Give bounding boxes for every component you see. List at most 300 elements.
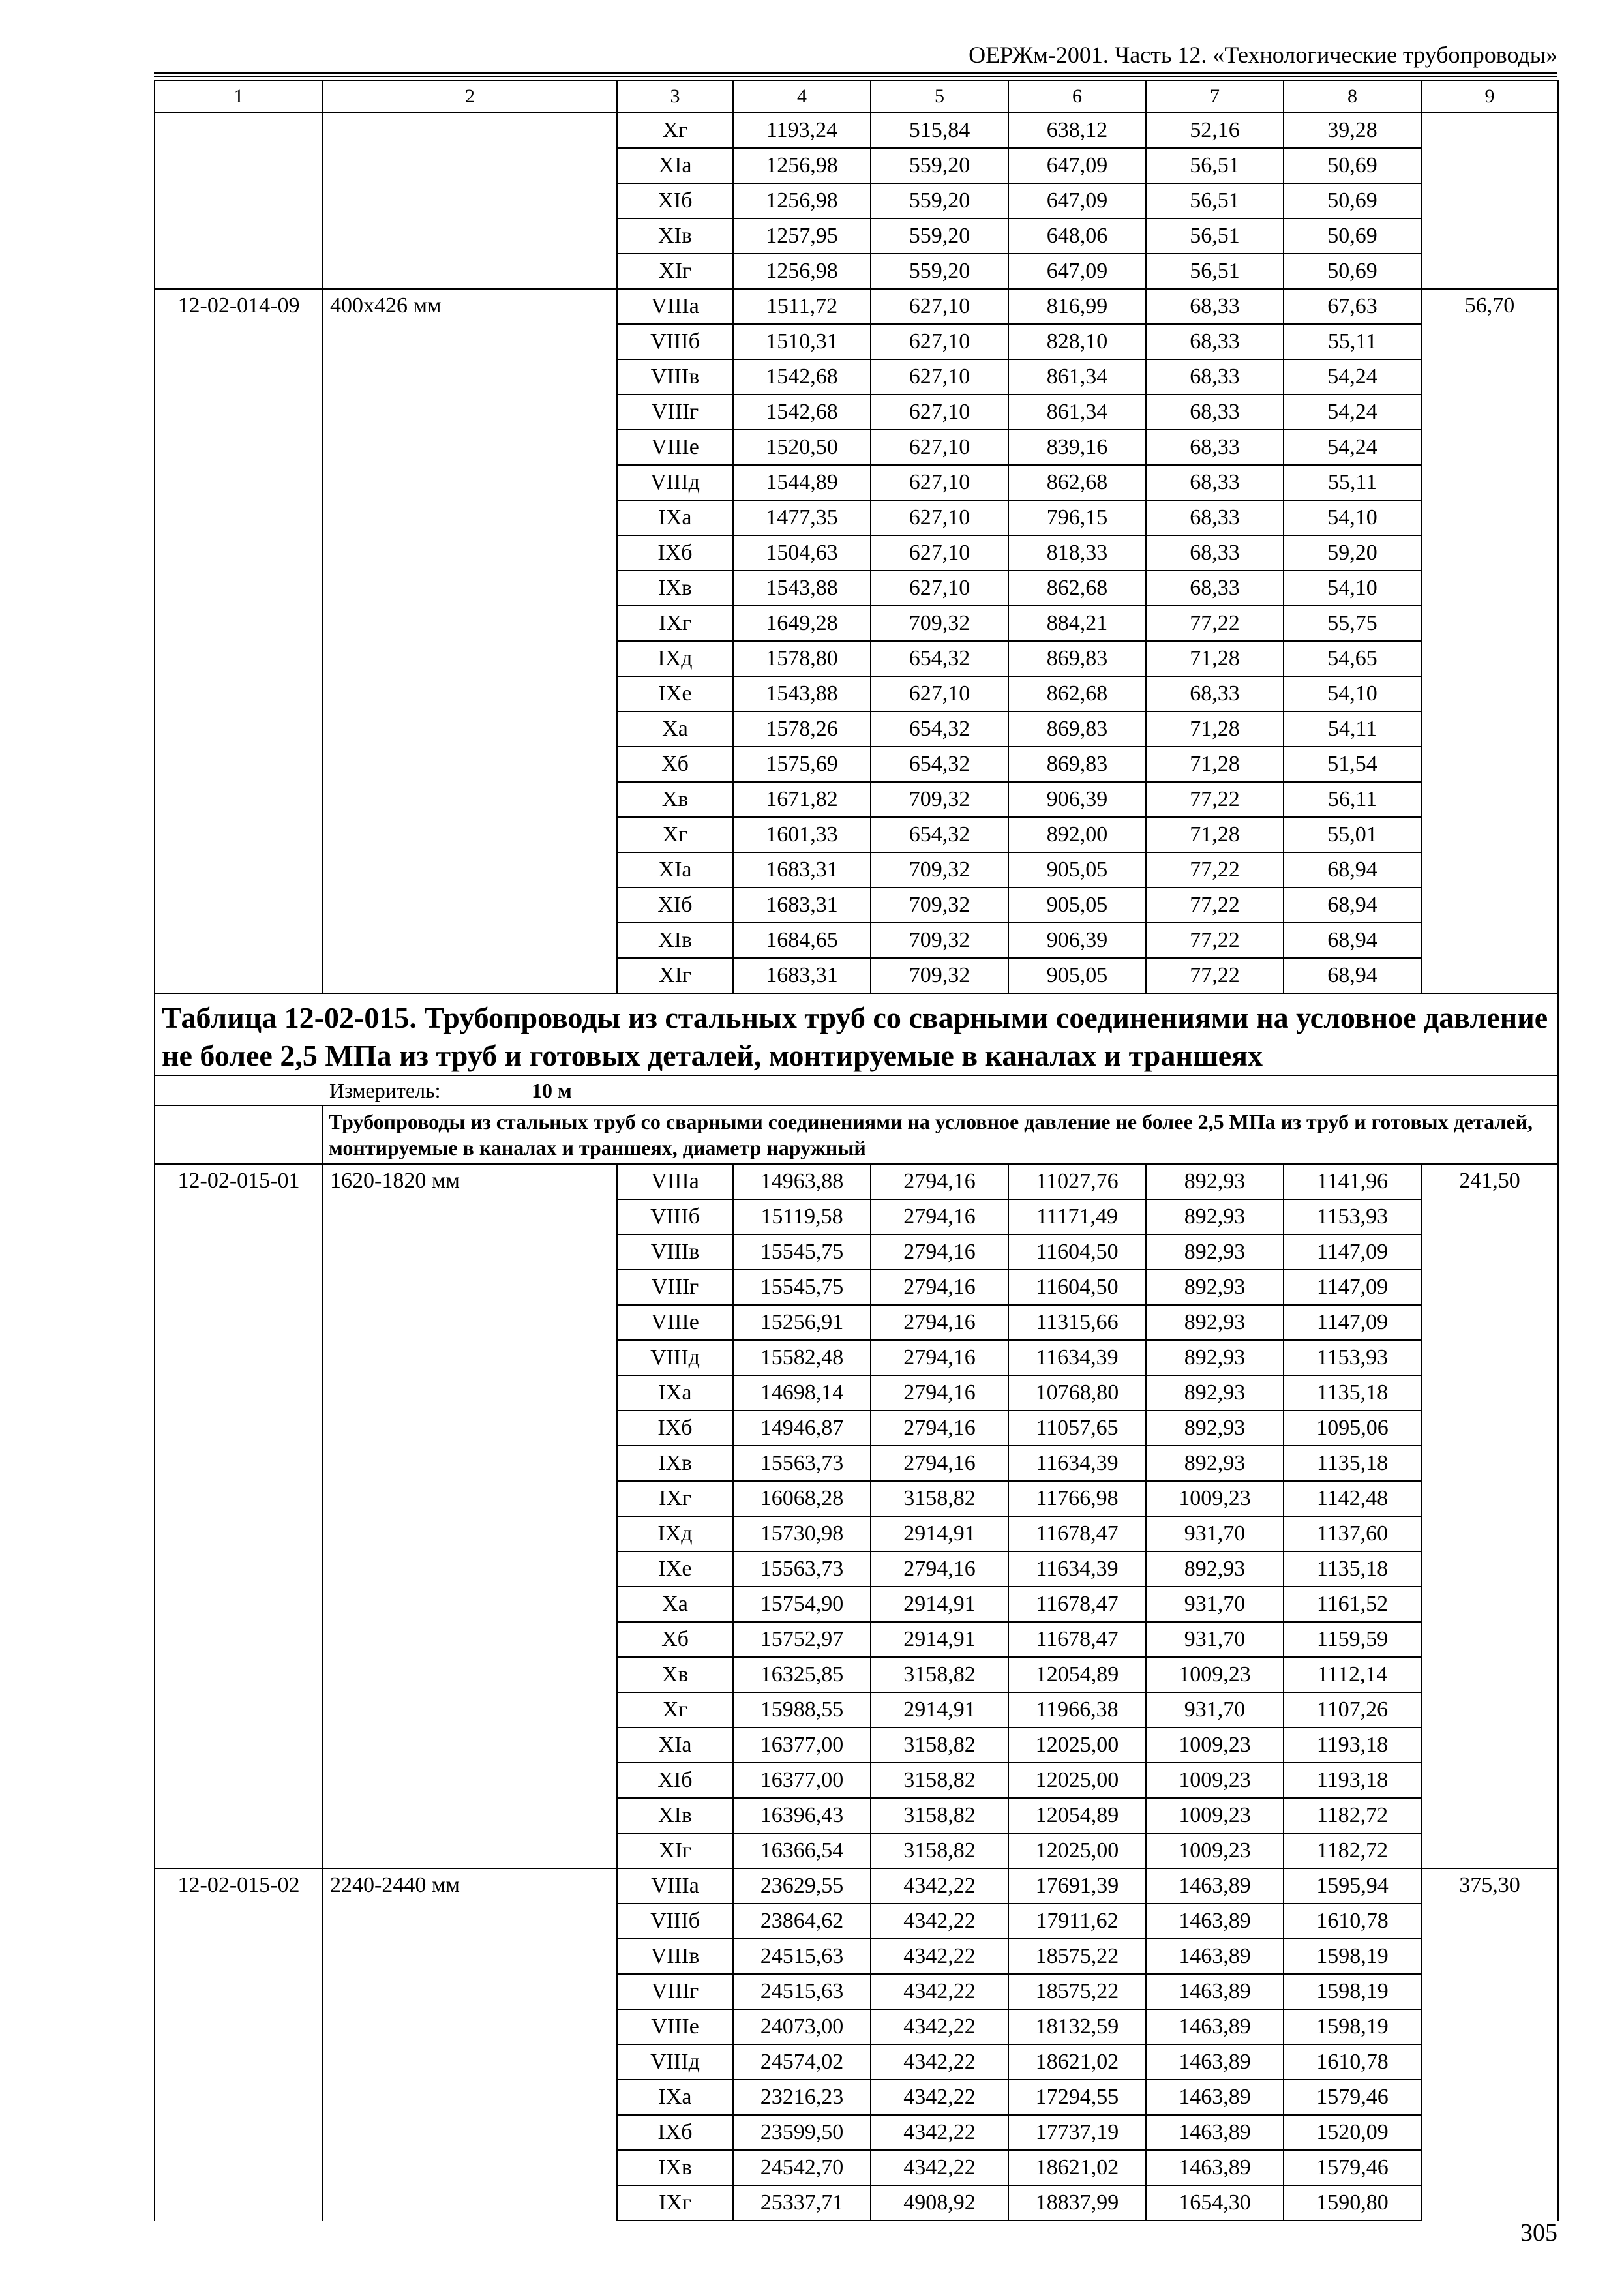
labor-cost-cell: 2794,16 [871, 1199, 1008, 1234]
table-row [155, 359, 1558, 395]
material-cost-cell: 1610,78 [1284, 1904, 1421, 1939]
diameter-cell [323, 923, 617, 958]
total-cost-cell: 14963,88 [733, 1164, 871, 1199]
material-cost-cell: 55,11 [1284, 324, 1421, 359]
material-cost-cell: 1135,18 [1284, 1375, 1421, 1411]
machinist-labor-cell [1421, 1199, 1558, 1234]
category-cell: VIIIд [617, 2044, 733, 2080]
table-row [155, 148, 1558, 183]
code-cell [155, 1692, 323, 1728]
category-cell: Xг [617, 1692, 733, 1728]
machinist-wage-cell: 71,28 [1146, 747, 1284, 782]
total-cost-cell: 24574,02 [733, 2044, 871, 2080]
machine-cost-cell: 12054,89 [1008, 1657, 1146, 1692]
machine-cost-cell: 905,05 [1008, 958, 1146, 993]
diameter-cell [323, 606, 617, 641]
category-cell: Xб [617, 747, 733, 782]
machine-cost-cell: 17737,19 [1008, 2115, 1146, 2150]
machinist-labor-cell [1421, 1939, 1558, 1974]
machine-cost-cell: 10768,80 [1008, 1375, 1146, 1411]
machine-cost-cell: 11057,65 [1008, 1411, 1146, 1446]
material-cost-cell: 68,94 [1284, 888, 1421, 923]
code-cell [155, 1305, 323, 1340]
code-cell [155, 1728, 323, 1763]
category-cell: VIIIв [617, 1939, 733, 1974]
diameter-cell [323, 747, 617, 782]
diameter-cell [323, 113, 617, 148]
machinist-labor-cell [1421, 1375, 1558, 1411]
total-cost-cell: 14698,14 [733, 1375, 871, 1411]
diameter-cell [323, 571, 617, 606]
machine-cost-cell: 11766,98 [1008, 1481, 1146, 1516]
code-cell [155, 888, 323, 923]
code-cell [155, 817, 323, 852]
material-cost-cell: 1579,46 [1284, 2080, 1421, 2115]
machine-cost-cell: 18621,02 [1008, 2150, 1146, 2185]
material-cost-cell: 1579,46 [1284, 2150, 1421, 2185]
measure-row [155, 1075, 1558, 1105]
machine-cost-cell: 11678,47 [1008, 1587, 1146, 1622]
machinist-wage-cell: 68,33 [1146, 430, 1284, 465]
diameter-cell [323, 2009, 617, 2044]
machine-cost-cell: 905,05 [1008, 852, 1146, 888]
diameter-cell [323, 958, 617, 993]
code-cell [155, 113, 323, 148]
material-cost-cell: 50,69 [1284, 218, 1421, 254]
material-cost-cell: 1153,93 [1284, 1340, 1421, 1375]
material-cost-cell: 55,01 [1284, 817, 1421, 852]
machinist-wage-cell: 931,70 [1146, 1516, 1284, 1551]
category-cell: IXв [617, 2150, 733, 2185]
material-cost-cell: 1590,80 [1284, 2185, 1421, 2221]
total-cost-cell: 16068,28 [733, 1481, 871, 1516]
table-row [155, 958, 1558, 993]
table-row [155, 113, 1558, 148]
total-cost-cell: 24515,63 [733, 1974, 871, 2009]
table-row [155, 1446, 1558, 1481]
machinist-wage-cell: 52,16 [1146, 113, 1284, 148]
machine-cost-cell: 647,09 [1008, 183, 1146, 218]
material-cost-cell: 59,20 [1284, 535, 1421, 571]
total-cost-cell: 1520,50 [733, 430, 871, 465]
code-cell [155, 711, 323, 747]
category-cell: VIIIв [617, 1234, 733, 1270]
machinist-wage-cell: 68,33 [1146, 359, 1284, 395]
table-row [155, 254, 1558, 289]
category-cell: XIб [617, 888, 733, 923]
machinist-wage-cell: 68,33 [1146, 500, 1284, 535]
machine-cost-cell: 862,68 [1008, 571, 1146, 606]
diameter-cell [323, 1904, 617, 1939]
diameter-cell [323, 1375, 617, 1411]
labor-cost-cell: 3158,82 [871, 1657, 1008, 1692]
table-row [155, 923, 1558, 958]
description-row [155, 1105, 1558, 1164]
machine-cost-cell: 11678,47 [1008, 1622, 1146, 1657]
machinist-wage-cell: 931,70 [1146, 1692, 1284, 1728]
material-cost-cell: 1095,06 [1284, 1411, 1421, 1446]
machine-cost-cell: 647,09 [1008, 254, 1146, 289]
table-row [155, 218, 1558, 254]
code-cell [155, 1411, 323, 1446]
diameter-cell [323, 324, 617, 359]
machine-cost-cell: 18837,99 [1008, 2185, 1146, 2221]
material-cost-cell: 1147,09 [1284, 1270, 1421, 1305]
machine-cost-cell: 11604,50 [1008, 1270, 1146, 1305]
machinist-wage-cell: 892,93 [1146, 1375, 1284, 1411]
machine-cost-cell: 862,68 [1008, 465, 1146, 500]
diameter-cell [323, 183, 617, 218]
diameter-cell [323, 1692, 617, 1728]
machinist-labor-cell: 56,70 [1421, 289, 1558, 324]
material-cost-cell: 1598,19 [1284, 2009, 1421, 2044]
diameter-cell [323, 1481, 617, 1516]
table-row [155, 852, 1558, 888]
machinist-labor-cell [1421, 324, 1558, 359]
diameter-cell [323, 1199, 617, 1234]
machinist-wage-cell: 56,51 [1146, 183, 1284, 218]
category-cell: IXд [617, 641, 733, 676]
labor-cost-cell: 654,32 [871, 641, 1008, 676]
labor-cost-cell: 709,32 [871, 782, 1008, 817]
machinist-wage-cell: 1009,23 [1146, 1481, 1284, 1516]
material-cost-cell: 1153,93 [1284, 1199, 1421, 1234]
code-cell [155, 148, 323, 183]
table-row [155, 1516, 1558, 1551]
table-row [155, 888, 1558, 923]
machinist-labor-cell [1421, 1833, 1558, 1868]
page-header: ОЕРЖм-2001. Часть 12. «Технологические трубопроводы» [969, 42, 1557, 68]
total-cost-cell: 1671,82 [733, 782, 871, 817]
total-cost-cell: 1256,98 [733, 183, 871, 218]
material-cost-cell: 1159,59 [1284, 1622, 1421, 1657]
labor-cost-cell: 4342,22 [871, 2080, 1008, 2115]
total-cost-cell: 1511,72 [733, 289, 871, 324]
machinist-labor-cell: 241,50 [1421, 1164, 1558, 1199]
machine-cost-cell: 12025,00 [1008, 1728, 1146, 1763]
material-cost-cell: 68,94 [1284, 958, 1421, 993]
code-cell [155, 1375, 323, 1411]
machinist-labor-cell [1421, 254, 1558, 289]
diameter-cell [323, 1728, 617, 1763]
code-cell [155, 465, 323, 500]
category-cell: IXв [617, 1446, 733, 1481]
measure-cell [155, 1075, 1558, 1105]
category-cell: XIа [617, 148, 733, 183]
code-cell [155, 395, 323, 430]
machinist-wage-cell: 892,93 [1146, 1551, 1284, 1587]
header-rule [154, 72, 1557, 74]
column-number-row [155, 80, 1558, 113]
category-cell: VIIIе [617, 430, 733, 465]
labor-cost-cell: 3158,82 [871, 1798, 1008, 1833]
machinist-labor-cell [1421, 571, 1558, 606]
code-cell: 12-02-015-01 [155, 1164, 323, 1199]
labor-cost-cell: 4342,22 [871, 2044, 1008, 2080]
machine-cost-cell: 884,21 [1008, 606, 1146, 641]
total-cost-cell: 16377,00 [733, 1763, 871, 1798]
diameter-cell [323, 2080, 617, 2115]
diameter-cell [323, 1763, 617, 1798]
material-cost-cell: 1598,19 [1284, 1939, 1421, 1974]
machinist-wage-cell: 1009,23 [1146, 1833, 1284, 1868]
labor-cost-cell: 2794,16 [871, 1340, 1008, 1375]
material-cost-cell: 1141,96 [1284, 1164, 1421, 1199]
code-cell [155, 571, 323, 606]
code-cell: 12-02-015-02 [155, 1868, 323, 1904]
code-cell [155, 1340, 323, 1375]
table-row [155, 782, 1558, 817]
machinist-labor-cell [1421, 958, 1558, 993]
category-cell: IXб [617, 535, 733, 571]
diameter-cell [323, 1234, 617, 1270]
code-cell [155, 2080, 323, 2115]
table-row [155, 571, 1558, 606]
total-cost-cell: 25337,71 [733, 2185, 871, 2221]
table-row [155, 1270, 1558, 1305]
machine-cost-cell: 12025,00 [1008, 1763, 1146, 1798]
labor-cost-cell: 709,32 [871, 888, 1008, 923]
total-cost-cell: 23599,50 [733, 2115, 871, 2150]
table-row [155, 1939, 1558, 1974]
total-cost-cell: 1543,88 [733, 571, 871, 606]
machinist-labor-cell [1421, 1798, 1558, 1833]
machinist-wage-cell: 1463,89 [1146, 2150, 1284, 2185]
code-cell [155, 958, 323, 993]
machinist-labor-cell [1421, 817, 1558, 852]
total-cost-cell: 16366,54 [733, 1833, 871, 1868]
diameter-cell: 1620-1820 мм [323, 1164, 617, 1199]
machinist-labor-cell [1421, 535, 1558, 571]
measure-value: 10 м [532, 1078, 572, 1102]
category-cell: IXб [617, 2115, 733, 2150]
code-cell [155, 676, 323, 711]
column-number: 5 [871, 80, 1008, 113]
diameter-cell [323, 2044, 617, 2080]
diameter-cell [323, 1270, 617, 1305]
material-cost-cell: 54,10 [1284, 571, 1421, 606]
diameter-cell [323, 1622, 617, 1657]
labor-cost-cell: 2914,91 [871, 1622, 1008, 1657]
diameter-cell [323, 1305, 617, 1340]
description-spacer [155, 1105, 323, 1164]
machinist-labor-cell [1421, 1411, 1558, 1446]
total-cost-cell: 1575,69 [733, 747, 871, 782]
labor-cost-cell: 4342,22 [871, 1939, 1008, 1974]
code-cell [155, 2009, 323, 2044]
code-cell [155, 1763, 323, 1798]
category-cell: XIг [617, 254, 733, 289]
machine-cost-cell: 17691,39 [1008, 1868, 1146, 1904]
code-cell [155, 2115, 323, 2150]
machine-cost-cell: 11634,39 [1008, 1551, 1146, 1587]
code-cell [155, 183, 323, 218]
machinist-labor-cell [1421, 606, 1558, 641]
table-row [155, 1868, 1558, 1904]
material-cost-cell: 1137,60 [1284, 1516, 1421, 1551]
total-cost-cell: 1257,95 [733, 218, 871, 254]
machinist-labor-cell [1421, 852, 1558, 888]
material-cost-cell: 39,28 [1284, 113, 1421, 148]
machinist-labor-cell [1421, 183, 1558, 218]
table-row [155, 2009, 1558, 2044]
material-cost-cell: 1112,14 [1284, 1657, 1421, 1692]
machinist-wage-cell: 77,22 [1146, 852, 1284, 888]
total-cost-cell: 1193,24 [733, 113, 871, 148]
table-row [155, 2080, 1558, 2115]
machinist-labor-cell [1421, 1551, 1558, 1587]
category-cell: XIб [617, 183, 733, 218]
column-number: 8 [1284, 80, 1421, 113]
total-cost-cell: 1683,31 [733, 888, 871, 923]
diameter-cell [323, 254, 617, 289]
table-description: Трубопроводы из стальных труб со сварными соединениями на условное давление не более 2,5 МПа из труб и готовых деталей, монтируемые в каналах и траншеях, диаметр наружный [323, 1105, 1558, 1164]
category-cell: IXв [617, 571, 733, 606]
machinist-labor-cell [1421, 676, 1558, 711]
labor-cost-cell: 559,20 [871, 254, 1008, 289]
total-cost-cell: 23629,55 [733, 1868, 871, 1904]
diameter-cell [323, 1798, 617, 1833]
category-cell: VIIIа [617, 1164, 733, 1199]
machinist-wage-cell: 1463,89 [1146, 2115, 1284, 2150]
total-cost-cell: 15988,55 [733, 1692, 871, 1728]
table-row [155, 183, 1558, 218]
labor-cost-cell: 2794,16 [871, 1551, 1008, 1587]
labor-cost-cell: 559,20 [871, 183, 1008, 218]
machinist-labor-cell [1421, 1340, 1558, 1375]
code-cell [155, 1516, 323, 1551]
labor-cost-cell: 3158,82 [871, 1833, 1008, 1868]
diameter-cell [323, 817, 617, 852]
machinist-wage-cell: 71,28 [1146, 711, 1284, 747]
diameter-cell [323, 1446, 617, 1481]
column-number: 9 [1421, 80, 1558, 113]
table-row [155, 1481, 1558, 1516]
code-cell [155, 782, 323, 817]
category-cell: IXа [617, 2080, 733, 2115]
category-cell: VIIIг [617, 1270, 733, 1305]
table-row [155, 1305, 1558, 1340]
machinist-wage-cell: 931,70 [1146, 1587, 1284, 1622]
labor-cost-cell: 4342,22 [871, 2009, 1008, 2044]
diameter-cell [323, 888, 617, 923]
total-cost-cell: 15752,97 [733, 1622, 871, 1657]
code-cell [155, 2044, 323, 2080]
diameter-cell [323, 852, 617, 888]
total-cost-cell: 23216,23 [733, 2080, 871, 2115]
table-row [155, 1551, 1558, 1587]
total-cost-cell: 1684,65 [733, 923, 871, 958]
diameter-cell [323, 711, 617, 747]
category-cell: Xа [617, 711, 733, 747]
labor-cost-cell: 2794,16 [871, 1375, 1008, 1411]
machinist-wage-cell: 1009,23 [1146, 1763, 1284, 1798]
labor-cost-cell: 2794,16 [871, 1234, 1008, 1270]
diameter-cell [323, 782, 617, 817]
machinist-wage-cell: 1654,30 [1146, 2185, 1284, 2221]
material-cost-cell: 54,24 [1284, 359, 1421, 395]
table-row [155, 641, 1558, 676]
category-cell: IXе [617, 1551, 733, 1587]
machinist-wage-cell: 77,22 [1146, 923, 1284, 958]
machinist-wage-cell: 892,93 [1146, 1411, 1284, 1446]
category-cell: VIIIг [617, 395, 733, 430]
total-cost-cell: 15563,73 [733, 1446, 871, 1481]
machinist-wage-cell: 68,33 [1146, 465, 1284, 500]
code-cell [155, 1587, 323, 1622]
machine-cost-cell: 861,34 [1008, 395, 1146, 430]
table-row [155, 395, 1558, 430]
machinist-labor-cell [1421, 2009, 1558, 2044]
machine-cost-cell: 11315,66 [1008, 1305, 1146, 1340]
material-cost-cell: 1610,78 [1284, 2044, 1421, 2080]
material-cost-cell: 54,65 [1284, 641, 1421, 676]
code-cell [155, 359, 323, 395]
labor-cost-cell: 709,32 [871, 923, 1008, 958]
machinist-wage-cell: 56,51 [1146, 218, 1284, 254]
diameter-cell [323, 535, 617, 571]
category-cell: VIIIб [617, 1199, 733, 1234]
code-cell [155, 1798, 323, 1833]
machinist-wage-cell: 892,93 [1146, 1270, 1284, 1305]
machine-cost-cell: 11634,39 [1008, 1446, 1146, 1481]
table-row [155, 324, 1558, 359]
code-cell [155, 747, 323, 782]
header-rule-thin [154, 76, 1557, 77]
material-cost-cell: 56,11 [1284, 782, 1421, 817]
machinist-labor-cell [1421, 218, 1558, 254]
machinist-wage-cell: 68,33 [1146, 324, 1284, 359]
diameter-cell [323, 218, 617, 254]
machinist-wage-cell: 1463,89 [1146, 2080, 1284, 2115]
labor-cost-cell: 4342,22 [871, 1904, 1008, 1939]
category-cell: IXе [617, 676, 733, 711]
diameter-cell [323, 430, 617, 465]
machine-cost-cell: 18132,59 [1008, 2009, 1146, 2044]
diameter-cell [323, 2150, 617, 2185]
category-cell: XIв [617, 1798, 733, 1833]
machinist-labor-cell [1421, 2044, 1558, 2080]
table-row [155, 289, 1558, 324]
total-cost-cell: 24073,00 [733, 2009, 871, 2044]
code-cell [155, 254, 323, 289]
total-cost-cell: 1683,31 [733, 958, 871, 993]
machinist-wage-cell: 77,22 [1146, 606, 1284, 641]
total-cost-cell: 1477,35 [733, 500, 871, 535]
total-cost-cell: 1601,33 [733, 817, 871, 852]
machinist-labor-cell [1421, 782, 1558, 817]
total-cost-cell: 14946,87 [733, 1411, 871, 1446]
machinist-labor-cell [1421, 113, 1558, 148]
machinist-labor-cell [1421, 1446, 1558, 1481]
material-cost-cell: 67,63 [1284, 289, 1421, 324]
machine-cost-cell: 869,83 [1008, 711, 1146, 747]
labor-cost-cell: 3158,82 [871, 1728, 1008, 1763]
labor-cost-cell: 2914,91 [871, 1692, 1008, 1728]
machinist-labor-cell [1421, 923, 1558, 958]
diameter-cell [323, 465, 617, 500]
material-cost-cell: 1147,09 [1284, 1305, 1421, 1340]
machinist-wage-cell: 1463,89 [1146, 1974, 1284, 2009]
diameter-cell [323, 641, 617, 676]
machine-cost-cell: 11634,39 [1008, 1340, 1146, 1375]
material-cost-cell: 1161,52 [1284, 1587, 1421, 1622]
table-row [155, 1974, 1558, 2009]
material-cost-cell: 54,24 [1284, 395, 1421, 430]
code-cell [155, 606, 323, 641]
diameter-cell [323, 1833, 617, 1868]
machine-cost-cell: 18575,22 [1008, 1939, 1146, 1974]
